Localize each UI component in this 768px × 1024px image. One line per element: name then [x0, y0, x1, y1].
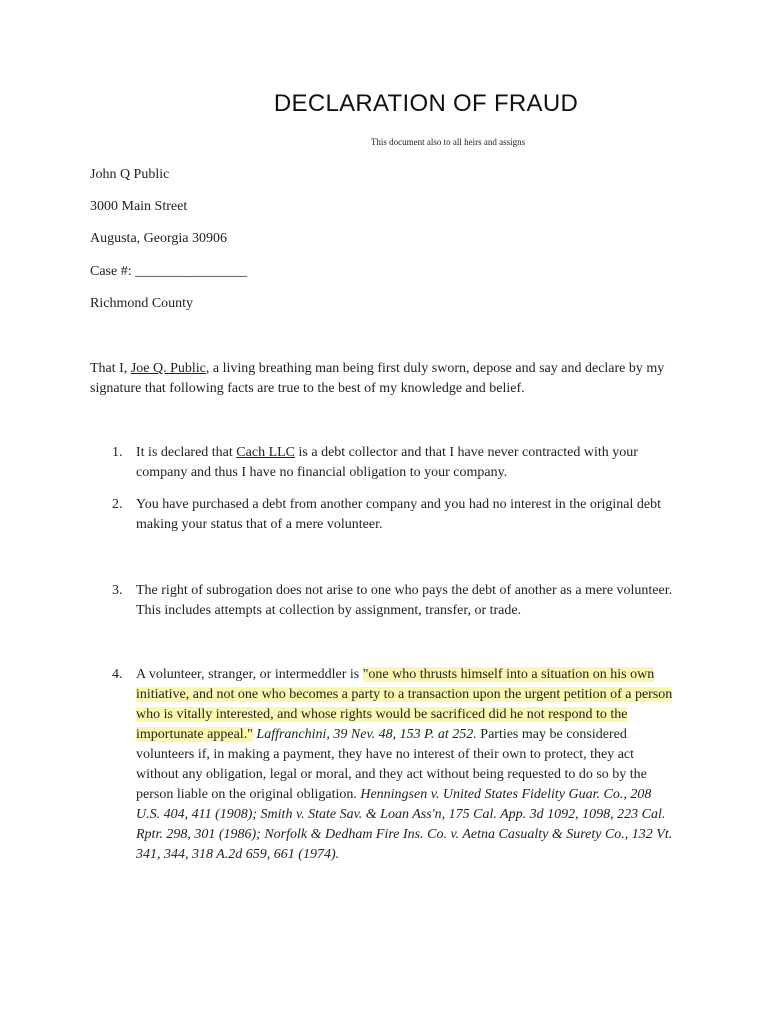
list-item	[112, 443, 678, 483]
item-number: 1.	[112, 445, 123, 460]
case-citation: Henningsen v. United States Fidelity Guar. Co., 208 U.S. 404, 411 (1908); Smith v. State Sav. & Loan Ass'n, 175 Cal. App. 3d 1092, 1098, 223 Cal. Rptr. 298, 301 (1986); Norfolk & Dedham Fire Ins. Co. v. Aetna Casualty & Surety Co., 132 Vt. 341, 344, 318 A.2d 659, 661 (1974).	[136, 787, 673, 862]
item-text-part: A volunteer, stranger, or intermeddler is	[136, 667, 363, 682]
item-text-part: is a debt collector and that I have never contracted with your company and thus I have no financial obligation to your company.	[136, 445, 638, 480]
document-subtitle: This document also to all heirs and assigns	[370, 137, 526, 147]
list-item	[112, 495, 678, 535]
signer-name: Joe Q. Public	[130, 361, 206, 376]
case-citation: Laffranchini, 39 Nev. 48, 153 P. at 252.	[252, 727, 477, 742]
case-label: Case #:	[90, 264, 132, 279]
item-text: You have purchased a debt from another company and you had no interest in the original debt making your status that of a mere volunteer.	[136, 497, 661, 532]
city-state-zip: Augusta, Georgia 30906	[90, 231, 227, 246]
intro-prefix: That I,	[90, 361, 131, 376]
case-number-blank: ________________	[135, 264, 248, 279]
item-number: 2.	[112, 497, 123, 512]
collector-name: Cach LLC	[236, 445, 296, 460]
list-item	[112, 665, 678, 865]
item-text-part: Parties may be considered volunteers if, in making a payment, they have no interest of their own to protect, they act without any obligation, legal or moral, and they act without being requested to do so by the person liable on the original obligation.	[136, 727, 647, 802]
highlighted-quote: "one who thrusts himself into a situation on his own initiative, and not one who becomes a party to a transaction upon the urgent petition of a person who is vitally interested, and whose rights would be sacrificed did he not respond to the importunate appeal."	[136, 667, 673, 742]
document-title: DECLARATION OF FRAUD	[273, 90, 579, 117]
intro-paragraph	[90, 359, 690, 399]
declarant-name: John Q Public	[90, 167, 170, 182]
street-address: 3000 Main Street	[90, 199, 188, 214]
county: Richmond County	[90, 296, 194, 311]
item-text-part: It is declared that	[136, 445, 237, 460]
item-number: 3.	[112, 583, 123, 598]
case-number-line	[90, 263, 247, 281]
list-item	[112, 581, 678, 621]
item-text	[136, 665, 678, 865]
item-number: 4.	[112, 667, 123, 682]
item-text	[136, 443, 678, 483]
item-text: The right of subrogation does not arise to one who pays the debt of another as a mere volunteer. This includes attempts at collection by assignment, transfer, or trade.	[136, 583, 673, 618]
intro-suffix: , a living breathing man being first duly sworn, depose and say and declare by my signature that following facts are true to the best of my knowledge and belief.	[90, 361, 665, 396]
